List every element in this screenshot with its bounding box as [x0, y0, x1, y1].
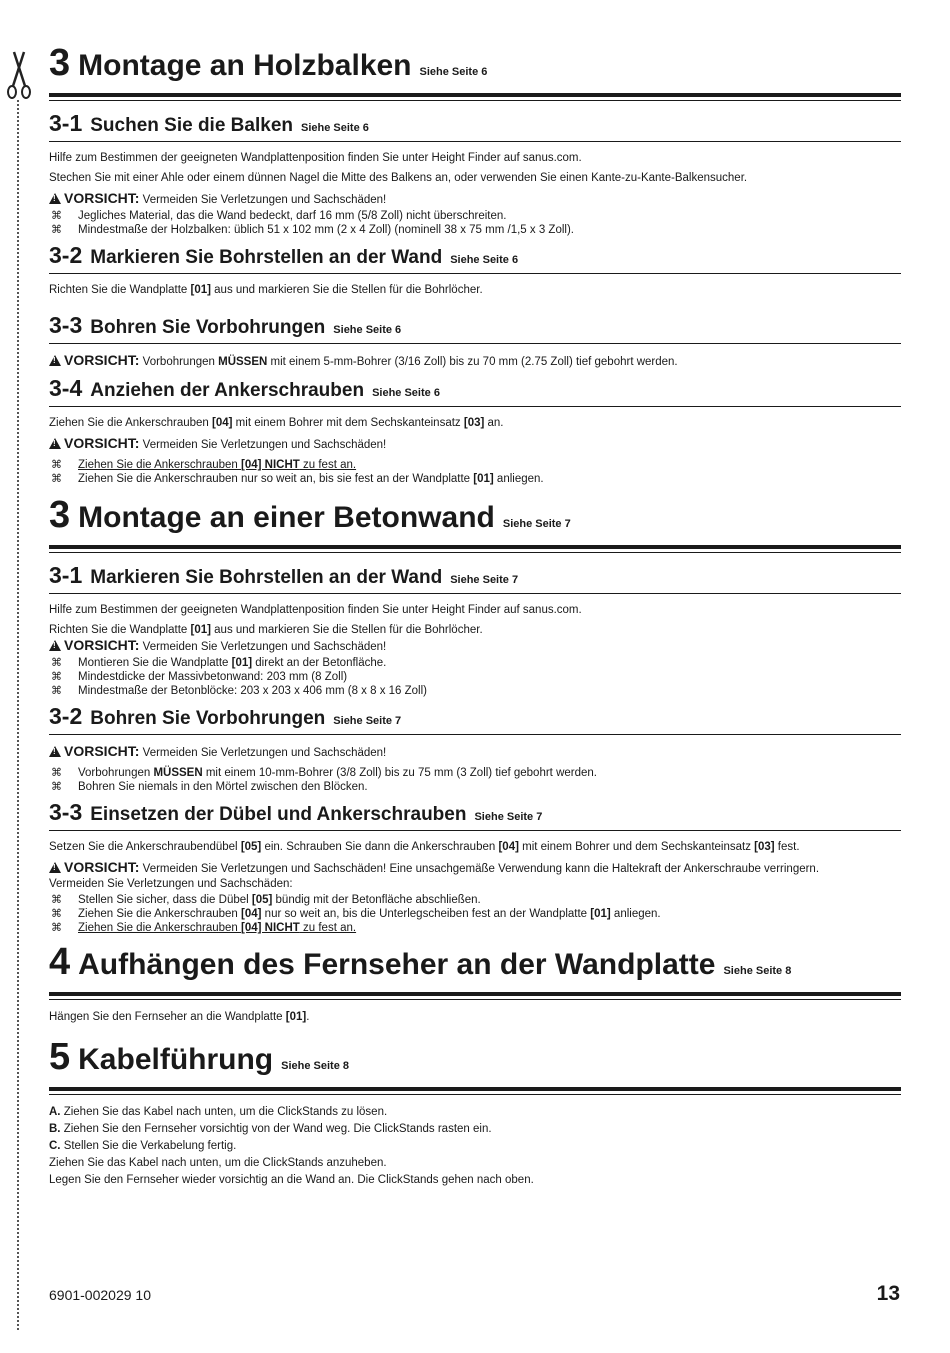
- page-number: 13: [876, 1282, 900, 1305]
- subsection-heading: [49, 704, 901, 735]
- subsection-title: Markieren Sie Bohrstellen an der Wand: [90, 567, 443, 588]
- section-heading: [49, 941, 901, 996]
- list-item: [49, 907, 901, 921]
- part-number: [05]: [251, 894, 273, 906]
- bullet-icon: ⌘: [51, 922, 62, 934]
- text: ein. Schrauben Sie dann die Ankerschrauben: [261, 841, 499, 853]
- subsection-heading: [49, 313, 901, 344]
- step-letter: A.: [49, 1106, 61, 1118]
- text: aus und markieren Sie die Stellen für die Bohrlöcher.: [210, 284, 483, 296]
- caution-text: Vermeiden Sie Verletzungen und Sachschäden!: [142, 194, 387, 206]
- list-item: [49, 458, 901, 472]
- text: mit einem 5-mm-Bohrer (3/16 Zoll) bis zu 70 mm (2.75 Zoll) tief gebohrt werden.: [267, 356, 678, 368]
- emphasis: MÜSSEN: [218, 356, 268, 368]
- bullet-list: [49, 893, 901, 935]
- bullet-icon: ⌘: [51, 767, 62, 779]
- subsection-title: Anziehen der Ankerschrauben: [90, 380, 365, 401]
- section-number: 3: [49, 494, 71, 536]
- warning-icon: [49, 438, 61, 449]
- text: bündig mit der Betonfläche abschließen.: [272, 894, 481, 906]
- bullet-list: [49, 766, 901, 794]
- text: zu fest an.: [299, 922, 357, 934]
- document-code: 6901-002029 10: [49, 1287, 151, 1303]
- section-number: 3: [49, 42, 71, 84]
- paragraph: [49, 1139, 901, 1153]
- text: Vorbohrungen: [142, 356, 219, 368]
- text: Richten Sie die Wandplatte: [49, 624, 191, 636]
- text: Ziehen Sie die Ankerschrauben: [78, 908, 242, 920]
- text: Ziehen Sie die Ankerschrauben: [49, 417, 213, 429]
- caution-text: Vermeiden Sie Verletzungen und Sachschäden:: [49, 878, 293, 890]
- page-content: [49, 42, 901, 1193]
- text: zu fest an.: [299, 459, 357, 471]
- warning-icon: [49, 640, 61, 651]
- list-item: [49, 670, 901, 684]
- step-letter: C.: [49, 1140, 61, 1152]
- subsection-number: 3-2: [49, 242, 83, 268]
- subsection-title: Bohren Sie Vorbohrungen: [90, 708, 326, 729]
- paragraph: [49, 623, 901, 637]
- bullet-list: [49, 656, 901, 698]
- list-item: [49, 780, 901, 794]
- emphasis: [04] NICHT: [241, 459, 300, 471]
- paragraph: Stechen Sie mit einer Ahle oder einem dünnen Nagel die Mitte des Balkens an, oder verwenden Sie einen Kante-zu-Kante-Balkensucher.: [49, 172, 748, 184]
- page-reference: Siehe Seite 7: [333, 715, 402, 727]
- text: Montieren Sie die Wandplatte: [78, 657, 232, 669]
- section-heading: [49, 1036, 901, 1091]
- warning-icon: [49, 746, 61, 757]
- list-item: [49, 684, 901, 698]
- part-number: [04]: [498, 841, 519, 853]
- text: Ziehen Sie die Ankerschrauben: [78, 459, 242, 471]
- page-reference: Siehe Seite 6: [419, 66, 488, 78]
- text: an.: [484, 417, 504, 429]
- paragraph: [49, 1122, 901, 1136]
- paragraph: Hilfe zum Bestimmen der geeigneten Wandplattenposition finden Sie unter Height Finder auf sanus.com.: [49, 604, 582, 616]
- text: mit einem Bohrer und dem Sechskanteinsatz: [518, 841, 755, 853]
- caution-label: VORSICHT:: [64, 859, 140, 875]
- section-heading: [49, 494, 901, 549]
- bullet-list: [49, 458, 901, 486]
- text: Vorbohrungen: [78, 767, 154, 779]
- caution-text: Vermeiden Sie Verletzungen und Sachschäden! Eine unsachgemäße Verwendung kann die Haltekraft der Ankerschraube verringern.: [142, 863, 820, 875]
- emphasis: [04] NICHT: [241, 922, 300, 934]
- caution-note: [49, 353, 901, 370]
- caution-note: [49, 638, 901, 655]
- text: Richten Sie die Wandplatte: [49, 284, 191, 296]
- subsection-number: 3-3: [49, 312, 83, 338]
- text: fest.: [774, 841, 800, 853]
- part-number: [01]: [190, 624, 211, 636]
- list-item-text: Mindestdicke der Massivbetonwand: 203 mm (8 Zoll): [78, 671, 348, 683]
- bullet-icon: ⌘: [51, 671, 62, 683]
- cut-line: [17, 100, 19, 1330]
- paragraph: [49, 416, 901, 430]
- part-number: [01]: [473, 473, 494, 485]
- section-wood-stud: [49, 42, 901, 97]
- text: direkt an der Betonfläche.: [252, 657, 387, 669]
- emphasis: MÜSSEN: [153, 767, 203, 779]
- bullet-icon: ⌘: [51, 657, 62, 669]
- list-item-text: Mindestmaße der Holzbalken: üblich 51 x 102 mm (2 x 4 Zoll) (nominell 38 x 75 mm /1,5 x 3 Zoll).: [78, 224, 574, 236]
- text: Ziehen Sie den Fernseher vorsichtig von der Wand weg. Die ClickStands rasten ein.: [60, 1123, 492, 1135]
- section-cable-management: [49, 1036, 901, 1091]
- text: anliegen.: [610, 908, 661, 920]
- subsection-heading: [49, 243, 901, 274]
- list-item: [49, 921, 901, 935]
- page-reference: Siehe Seite 6: [301, 122, 369, 134]
- section-number: 5: [49, 1036, 71, 1078]
- section-concrete-wall: [49, 494, 901, 549]
- section-heading: [49, 42, 901, 97]
- paragraph: [49, 283, 901, 297]
- subsection-title: Suchen Sie die Balken: [90, 115, 293, 136]
- section-title: Kabelführung: [78, 1043, 274, 1076]
- text: Ziehen Sie die Ankerschrauben nur so weit an, bis sie fest an der Wandplatte: [78, 473, 474, 485]
- bullet-icon: ⌘: [51, 894, 62, 906]
- page-reference: Siehe Seite 7: [474, 811, 543, 823]
- caution-label: VORSICHT:: [64, 637, 140, 653]
- text: Stellen Sie die Verkabelung fertig.: [60, 1140, 237, 1152]
- list-item: [49, 223, 901, 237]
- section-title: Montage an einer Betonwand: [78, 501, 495, 534]
- step-letter: B.: [49, 1123, 61, 1135]
- text: Ziehen Sie die Ankerschrauben: [78, 922, 242, 934]
- part-number: [01]: [590, 908, 611, 920]
- list-item: [49, 766, 901, 780]
- paragraph: Legen Sie den Fernseher wieder vorsichtig an die Wand an. Die ClickStands gehen nach oben.: [49, 1174, 534, 1186]
- bullet-icon: ⌘: [51, 908, 62, 920]
- text: Hängen Sie den Fernseher an die Wandplatte: [49, 1011, 286, 1023]
- part-number: [04]: [241, 908, 262, 920]
- text: mit einem Bohrer mit dem Sechskanteinsatz: [232, 417, 464, 429]
- text: Ziehen Sie das Kabel nach unten, um die ClickStands zu lösen.: [60, 1106, 388, 1118]
- subsection-number: 3-2: [49, 703, 83, 729]
- part-number: [04]: [212, 417, 233, 429]
- part-number: [01]: [231, 657, 253, 669]
- warning-icon: [49, 355, 61, 366]
- caution-text: Vermeiden Sie Verletzungen und Sachschäden!: [142, 747, 387, 759]
- bullet-icon: ⌘: [51, 685, 62, 697]
- bullet-icon: ⌘: [51, 473, 62, 485]
- page-reference: Siehe Seite 6: [333, 324, 402, 336]
- subsection-number: 3-3: [49, 799, 83, 825]
- subsection-number: 3-1: [49, 562, 83, 588]
- warning-icon: [49, 193, 61, 204]
- caution-text: Vermeiden Sie Verletzungen und Sachschäden!: [142, 641, 387, 653]
- subsection-heading: [49, 563, 901, 594]
- section-title: Montage an Holzbalken: [78, 49, 412, 82]
- caution-note: [49, 860, 901, 892]
- subsection-heading: [49, 800, 901, 831]
- list-item: [49, 209, 901, 223]
- text: anliegen.: [493, 473, 544, 485]
- subsection-number: 3-1: [49, 110, 83, 136]
- list-item: [49, 656, 901, 670]
- subsection-title: Bohren Sie Vorbohrungen: [90, 317, 326, 338]
- text: mit einem 10-mm-Bohrer (3/8 Zoll) bis zu 75 mm (3 Zoll) tief gebohrt werden.: [202, 767, 597, 779]
- text: .: [306, 1011, 310, 1023]
- subsection-heading: [49, 376, 901, 407]
- page-reference: Siehe Seite 6: [450, 254, 519, 266]
- list-item: [49, 472, 901, 486]
- part-number: [01]: [190, 284, 211, 296]
- bullet-icon: ⌘: [51, 224, 62, 236]
- caution-note: [49, 436, 901, 453]
- list-item-text: Jegliches Material, das die Wand bedeckt, darf 16 mm (5/8 Zoll) nicht überschreiten.: [78, 210, 507, 222]
- warning-icon: [49, 862, 61, 873]
- caution-label: VORSICHT:: [64, 352, 140, 368]
- bullet-icon: ⌘: [51, 459, 62, 471]
- caution-note: [49, 191, 901, 208]
- subsection-heading: [49, 111, 901, 142]
- part-number: [03]: [463, 417, 485, 429]
- subsection-title: Markieren Sie Bohrstellen an der Wand: [90, 247, 443, 268]
- paragraph: [49, 840, 901, 854]
- caution-label: VORSICHT:: [64, 190, 140, 206]
- subsection-title: Einsetzen der Dübel und Ankerschrauben: [90, 804, 467, 825]
- page-reference: Siehe Seite 7: [450, 574, 519, 586]
- list-item: [49, 893, 901, 907]
- caution-note: [49, 744, 901, 761]
- bullet-icon: ⌘: [51, 781, 62, 793]
- page-reference: Siehe Seite 8: [281, 1060, 350, 1072]
- text: aus und markieren Sie die Stellen für die Bohrlöcher.: [210, 624, 483, 636]
- subsection-number: 3-4: [49, 375, 83, 401]
- bullet-icon: ⌘: [51, 210, 62, 222]
- caution-label: VORSICHT:: [64, 743, 140, 759]
- section-number: 4: [49, 941, 71, 983]
- list-item-text: Bohren Sie niemals in den Mörtel zwischen den Blöcken.: [78, 781, 368, 793]
- page-reference: Siehe Seite 8: [723, 965, 792, 977]
- text: Setzen Sie die Ankerschraubendübel: [49, 841, 241, 853]
- part-number: [03]: [754, 841, 775, 853]
- scissors-icon: [2, 50, 36, 100]
- section-hang-tv: [49, 941, 901, 996]
- paragraph: [49, 1010, 901, 1024]
- paragraph: [49, 1105, 901, 1119]
- bullet-list: [49, 209, 901, 237]
- page-reference: Siehe Seite 6: [372, 387, 440, 399]
- list-item-text: Mindestmaße der Betonblöcke: 203 x 203 x 406 mm (8 x 8 x 16 Zoll): [78, 685, 427, 697]
- part-number: [05]: [240, 841, 262, 853]
- paragraph: Ziehen Sie das Kabel nach unten, um die ClickStands anzuheben.: [49, 1157, 387, 1169]
- page-reference: Siehe Seite 7: [502, 518, 571, 530]
- text: nur so weit an, bis die Unterlegscheiben fest an der Wandplatte: [261, 908, 591, 920]
- paragraph: Hilfe zum Bestimmen der geeigneten Wandplattenposition finden Sie unter Height Finder auf sanus.com.: [49, 152, 582, 164]
- caution-text: Vermeiden Sie Verletzungen und Sachschäden!: [142, 439, 387, 451]
- part-number: [01]: [285, 1011, 307, 1023]
- section-title: Aufhängen des Fernseher an der Wandplatte: [78, 948, 716, 981]
- text: Stellen Sie sicher, dass die Dübel: [78, 894, 252, 906]
- caution-label: VORSICHT:: [64, 435, 140, 451]
